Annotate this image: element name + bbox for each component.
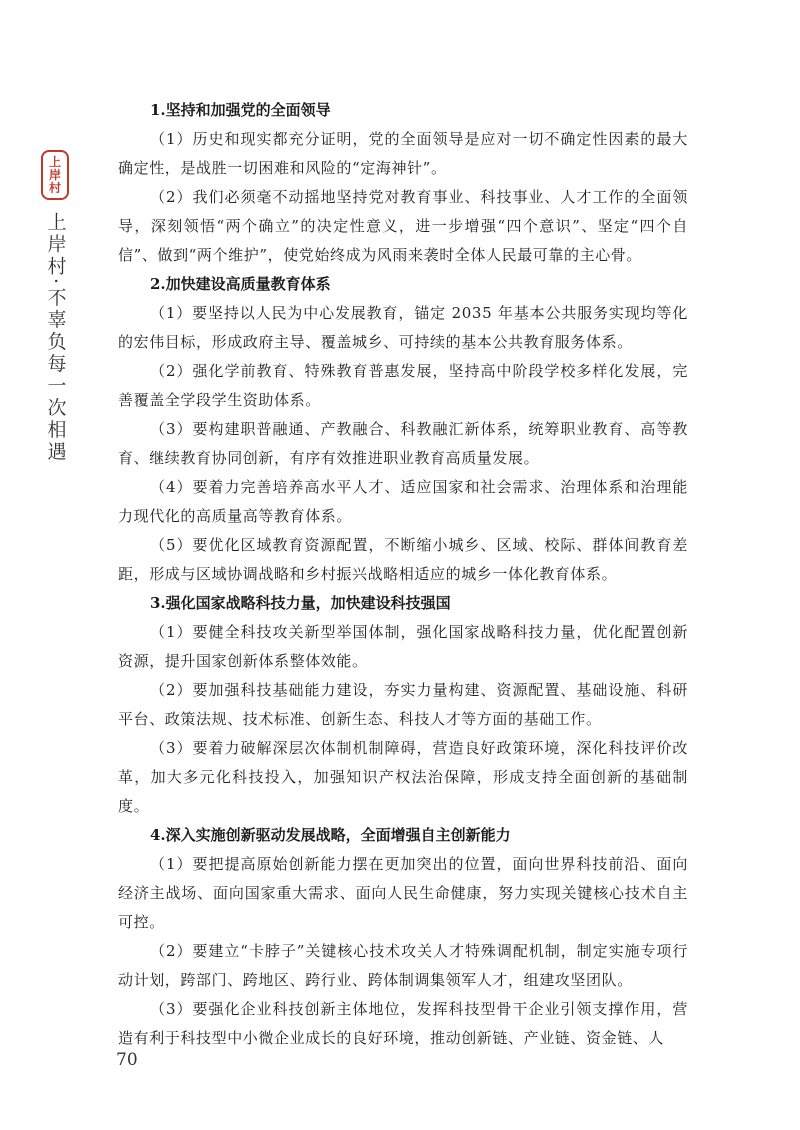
seal-char: 村 xyxy=(48,180,61,195)
paragraph: （2）要加强科技基础能力建设，夯实力量构建、资源配置、基础设施、科研平台、政策法规、技术标准、创新生态、科技人才等方面的基础工作。 xyxy=(118,681,688,728)
section-heading: 1.坚持和加强党的全面领导 xyxy=(150,101,331,119)
section-heading: 2.加快建设高质量教育体系 xyxy=(150,275,331,293)
section-heading: 3.强化国家战略科技力量，加快建设科技强国 xyxy=(150,594,451,612)
paragraph: （3）要着力破解深层次体制机制障碍，营造良好政策环境，深化科技评价改革，加大多元化科技投入，加强知识产权法治保障，形成支持全面创新的基础制度。 xyxy=(118,739,688,815)
paragraph: （1）历史和现实都充分证明，党的全面领导是应对一切不确定性因素的最大确定性，是战胜一切困难和风险的“定海神针”。 xyxy=(118,130,688,177)
paragraph: （1）要坚持以人民为中心发展教育，锚定 2035 年基本公共服务实现均等化的宏伟目标，形成政府主导、覆盖城乡、可持续的基本公共教育服务体系。 xyxy=(118,304,688,351)
seal-char: 岸 xyxy=(48,167,61,182)
paragraph: （2）要建立“卡脖子”关键核心技术攻关人才特殊调配机制，制定实施专项行动计划，跨部门、跨地区、跨行业、跨体制调集领军人才，组建攻坚团队。 xyxy=(118,942,688,989)
side-bar xyxy=(38,150,72,463)
section-heading: 4.深入实施创新驱动发展战略，全面增强自主创新能力 xyxy=(150,826,511,844)
seal-logo xyxy=(41,150,69,200)
main-content xyxy=(118,96,688,1053)
paragraph: （2）我们必须毫不动摇地坚持党对教育事业、科技事业、人才工作的全面领导，深刻领悟“两个确立”的决定性意义，进一步增强“四个意识”、坚定“四个自信”、做到“两个维护”，使党始终成为风雨来袭时全体人民最可靠的主心骨。 xyxy=(118,188,688,264)
vertical-title: 上岸村·不辜负每一次相遇 xyxy=(44,212,67,464)
seal-char: 上 xyxy=(48,154,61,169)
paragraph: （5）要优化区域教育资源配置，不断缩小城乡、区域、校际、群体间教育差距，形成与区域协调战略和乡村振兴战略相适应的城乡一体化教育体系。 xyxy=(118,536,688,583)
paragraph: （4）要着力完善培养高水平人才、适应国家和社会需求、治理体系和治理能力现代化的高质量高等教育体系。 xyxy=(118,478,688,525)
paragraph: （3）要构建职普融通、产教融合、科教融汇新体系，统筹职业教育、高等教育、继续教育协同创新，有序有效推进职业教育高质量发展。 xyxy=(118,420,688,467)
paragraph: （3）要强化企业科技创新主体地位，发挥科技型骨干企业引领支撑作用，营造有利于科技型中小微企业成长的良好环境，推动创新链、产业链、资金链、人 xyxy=(118,1000,688,1047)
paragraph: （1）要把提高原始创新能力摆在更加突出的位置，面向世界科技前沿、面向经济主战场、面向国家重大需求、面向人民生命健康，努力实现关键核心技术自主可控。 xyxy=(118,855,688,931)
paragraph: （2）强化学前教育、特殊教育普惠发展，坚持高中阶段学校多样化发展，完善覆盖全学段学生资助体系。 xyxy=(118,362,688,409)
page-number: 70 xyxy=(116,1050,138,1070)
paragraph: （1）要健全科技攻关新型举国体制，强化国家战略科技力量，优化配置创新资源，提升国家创新体系整体效能。 xyxy=(118,623,688,670)
